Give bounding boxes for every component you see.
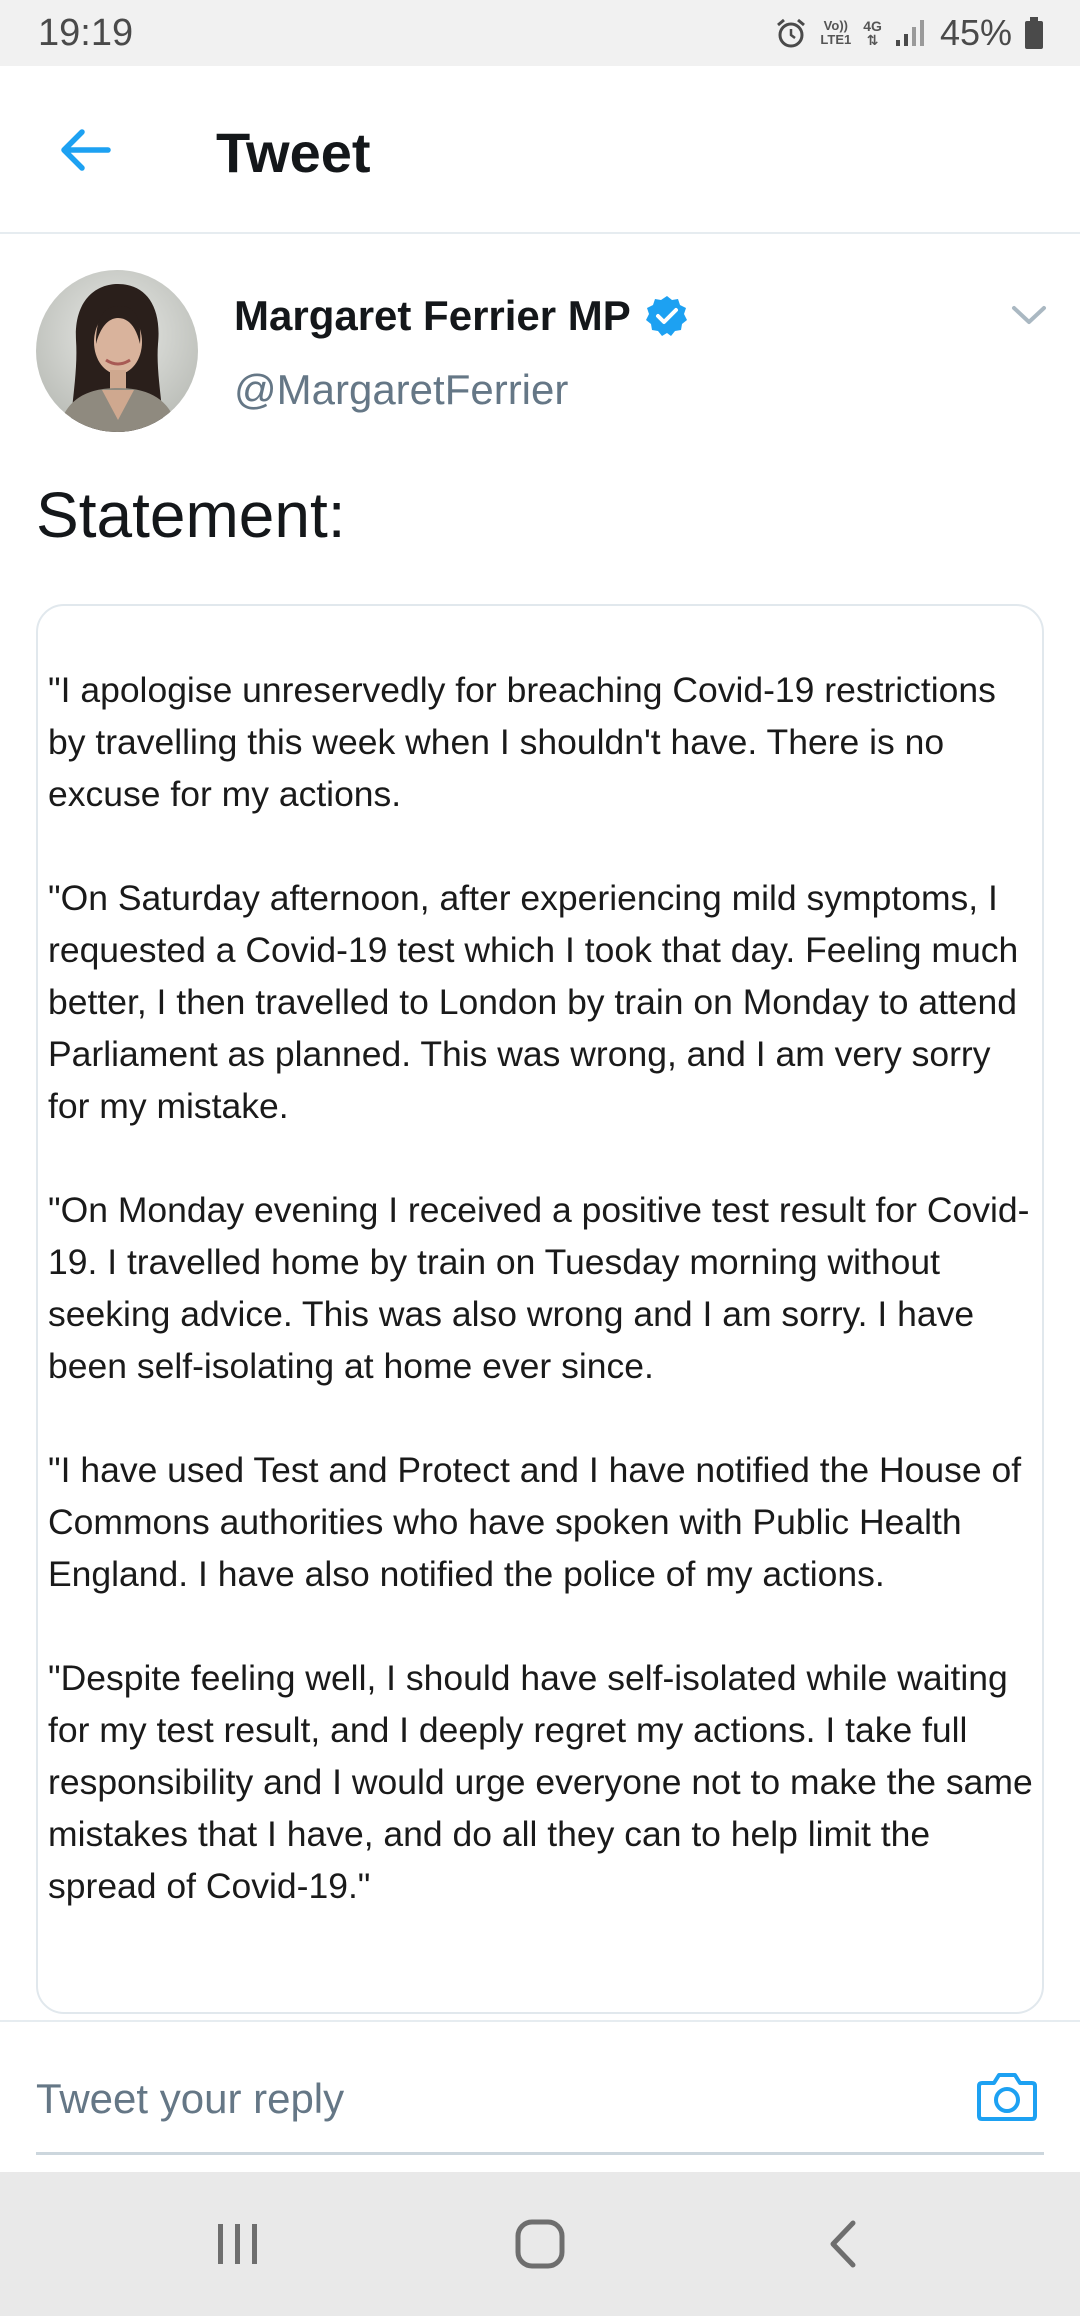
app-header [0, 66, 1080, 234]
status-bar [0, 0, 1080, 66]
avatar[interactable] [36, 270, 198, 432]
network-indicator [863, 19, 882, 47]
signal-icon [894, 18, 928, 48]
camera-icon [976, 2069, 1038, 2123]
arrow-left-icon [58, 127, 112, 173]
statement-text [48, 664, 1038, 1912]
network-type-label: 4G [863, 18, 882, 34]
author-name[interactable] [234, 292, 689, 340]
status-icons [774, 12, 1044, 54]
home-icon [514, 2218, 566, 2270]
reply-input[interactable] [36, 2064, 936, 2134]
author-name-text: Margaret Ferrier MP [234, 292, 631, 339]
system-navigation-bar [0, 2172, 1080, 2316]
profile-photo [36, 270, 198, 432]
statement-paragraph: "Despite feeling well, I should have self-isolated while waiting for my test result, and I deeply regret my actions. I take full responsibility and I would urge everyone not to make the same mistakes that I have, and do all they can to help limit the spread of Covid-19." [48, 1658, 1033, 1906]
author-handle[interactable]: @MargaretFerrier [234, 366, 569, 413]
battery-percentage: 45% [939, 12, 1012, 53]
home-button[interactable] [460, 2172, 620, 2316]
back-button[interactable] [50, 118, 120, 182]
more-options-button[interactable] [1006, 296, 1052, 336]
alarm-icon [774, 16, 808, 50]
data-arrows-icon: ⇅ [866, 32, 879, 48]
volte-label: Vo)) [823, 18, 848, 33]
statement-paragraph: "On Monday evening I received a positive test result for Covid-19. I travelled home by train on Tuesday morning without seeking advice. This was also wrong and I am sorry. I have been self-isolating at home ever since. [48, 1190, 1030, 1386]
recents-button[interactable] [158, 2172, 318, 2316]
status-time: 19:19 [38, 11, 134, 54]
statement-paragraph: "I apologise unreservedly for breaching Covid-19 restrictions by travelling this week when I shouldn't have. There is no excuse for my actions. [48, 670, 996, 814]
statement-paragraph: "I have used Test and Protect and I have notified the House of Commons authorities who have spoken with Public Health England. I have also notified the police of my actions. [48, 1450, 1022, 1594]
tweet-text: Statement: [36, 479, 346, 551]
chevron-down-icon [1011, 305, 1047, 327]
camera-button[interactable] [974, 2066, 1040, 2126]
chevron-left-icon [825, 2219, 859, 2269]
volte-indicator [820, 19, 851, 47]
lte-label: LTE1 [820, 32, 852, 47]
reply-underline [36, 2152, 1044, 2155]
page-title: Tweet [216, 121, 371, 184]
tweet-image[interactable] [36, 604, 1044, 2014]
reply-divider [0, 2020, 1080, 2022]
system-back-button[interactable] [762, 2172, 922, 2316]
battery-icon [1024, 16, 1044, 50]
verified-badge-icon [645, 294, 689, 338]
recents-icon [214, 2221, 262, 2267]
statement-paragraph: "On Saturday afternoon, after experiencing mild symptoms, I requested a Covid-19 test which I took that day. Feeling much better, I then travelled to London by train on Monday to attend Parliament as planned. This was wrong, and I am very sorry for my mistake. [48, 878, 1019, 1126]
